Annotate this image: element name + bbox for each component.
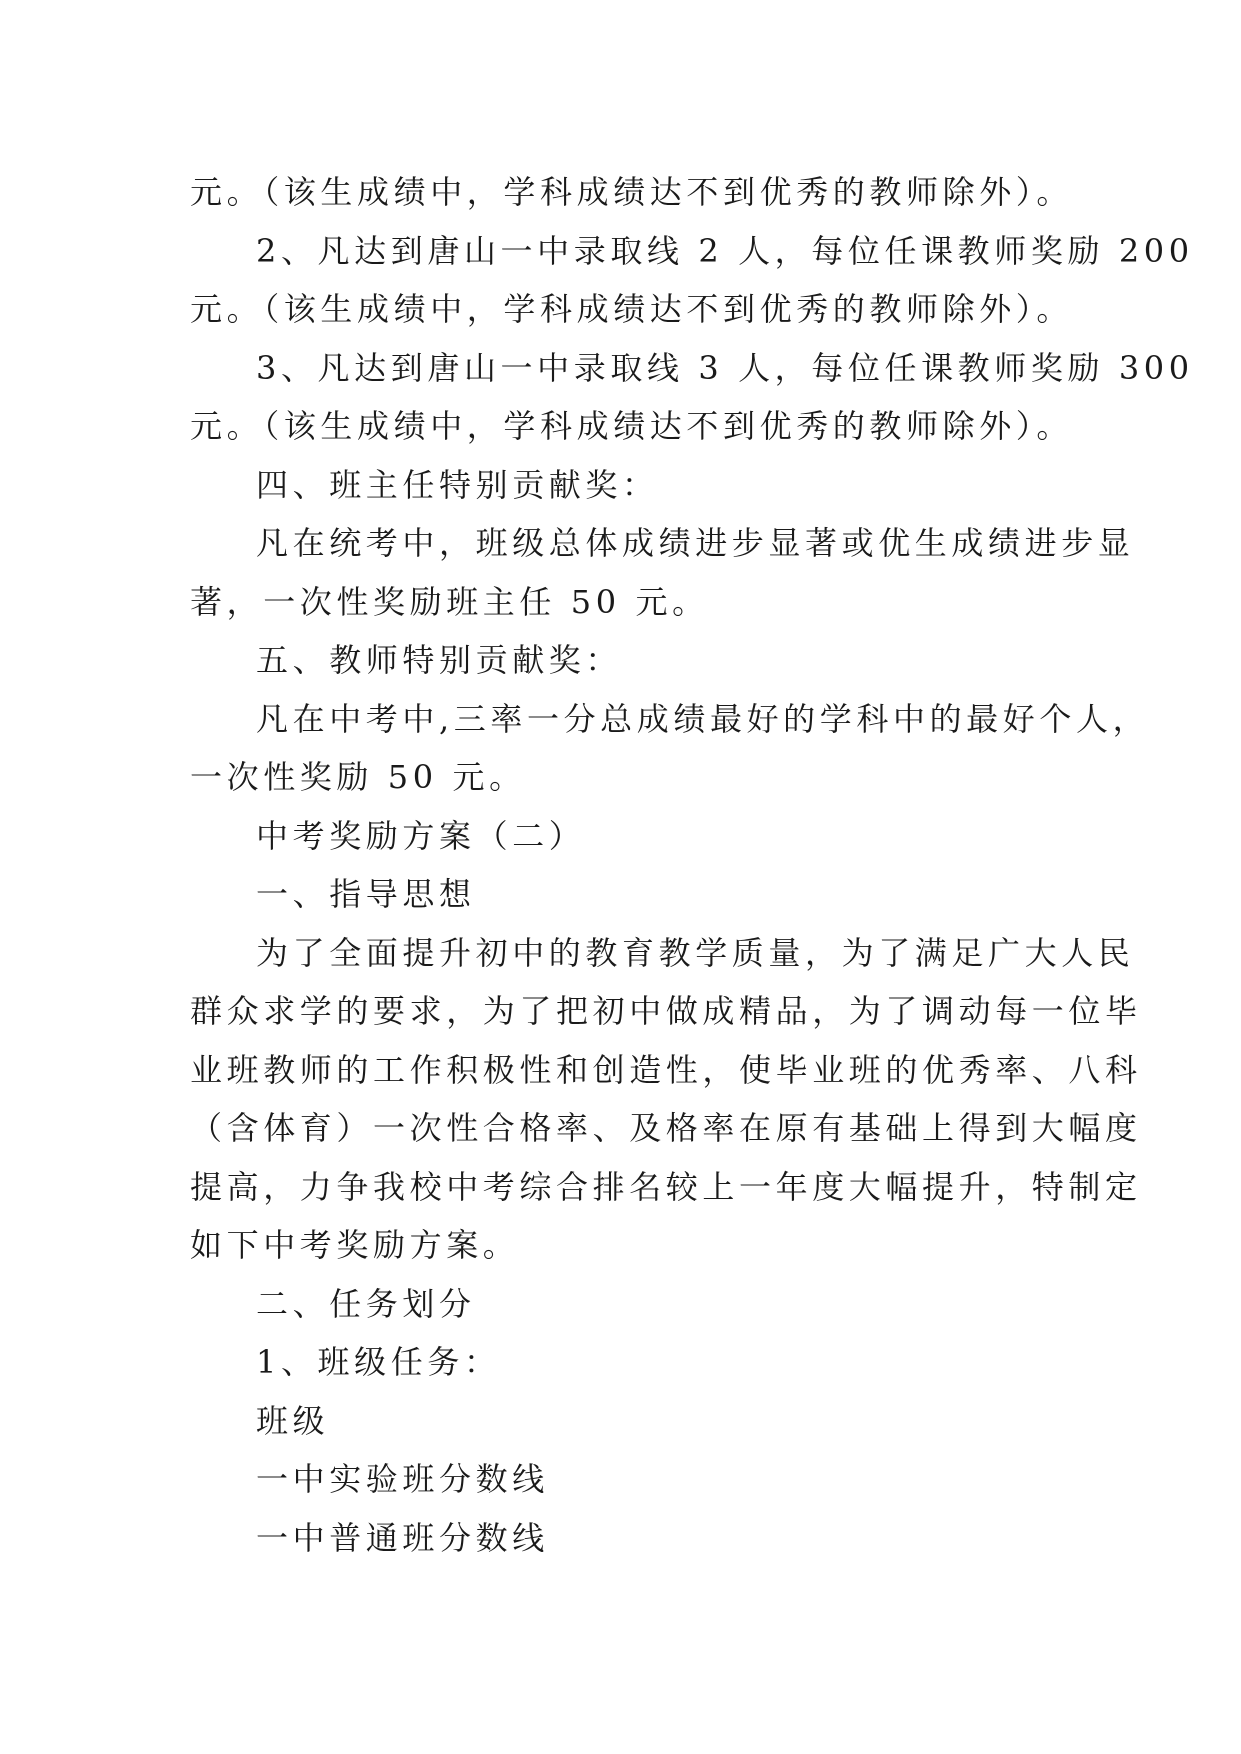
paragraph-line: 元。（该生成绩中，学科成绩达不到优秀的教师除外）。 (190, 290, 1074, 328)
paragraph-line: 业班教师的工作积极性和创造性，使毕业班的优秀率、八科 (190, 1050, 1142, 1089)
paragraph-line: 元。（该生成绩中，学科成绩达不到优秀的教师除外）。 (190, 407, 1074, 445)
paragraph-line: 如下中考奖励方案。 (190, 1226, 520, 1264)
section-heading: 一、指导思想 (256, 875, 476, 913)
table-header-cell: 一中普通班分数线 (256, 1518, 549, 1557)
paragraph-line: 凡在中考中,三率一分总成绩最好的学科中的最好个人， (256, 699, 1150, 738)
paragraph-line: 3、凡达到唐山一中录取线 3 人，每位任课教师奖励 300 (256, 348, 1194, 387)
section-heading: 二、任务划分 (256, 1284, 476, 1323)
document-body (190, 163, 1194, 1567)
paragraph-line: （含体育）一次性合格率、及格率在原有基础上得到大幅度 (190, 1109, 1142, 1147)
section-heading: 五、教师特别贡献奖： (256, 641, 623, 679)
paragraph-line: 提高，力争我校中考综合排名较上一年度大幅提升，特制定 (190, 1167, 1142, 1206)
paragraph-line: 一次性奖励 50 元。 (190, 758, 526, 796)
document-title: 中考奖励方案（二） (256, 816, 586, 855)
paragraph-line: 元。（该生成绩中，学科成绩达不到优秀的教师除外）。 (190, 173, 1074, 211)
paragraph-line: 为了全面提升初中的教育教学质量，为了满足广大人民 (256, 933, 1135, 972)
section-heading: 四、班主任特别贡献奖： (256, 465, 659, 504)
table-header-cell: 班级 (256, 1401, 330, 1440)
paragraph-line: 群众求学的要求，为了把初中做成精品，为了调动每一位毕 (190, 992, 1142, 1030)
paragraph-line: 凡在统考中，班级总体成绩进步显著或优生成绩进步显 (256, 524, 1135, 562)
paragraph-line: 著，一次性奖励班主任 50 元。 (190, 582, 709, 621)
subsection-heading: 1、班级任务： (256, 1343, 501, 1381)
table-header-cell: 一中实验班分数线 (256, 1460, 549, 1498)
paragraph-line: 2、凡达到唐山一中录取线 2 人，每位任课教师奖励 200 (256, 231, 1194, 270)
